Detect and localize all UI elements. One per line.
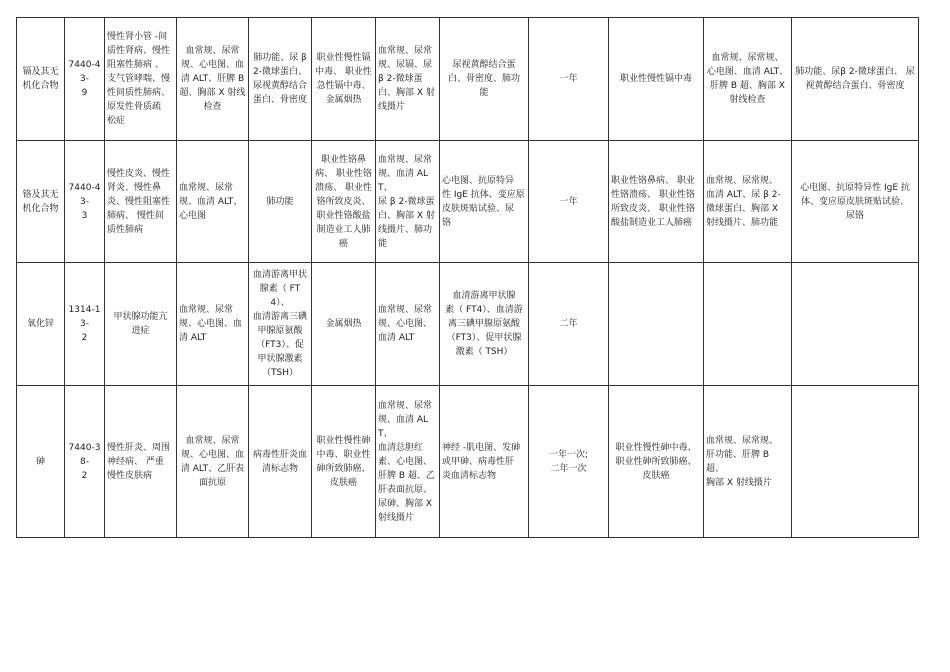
onjob-special-cell: 神经 -肌电图、发砷 或甲砷、病毒性肝 炎血清标志物 <box>440 386 529 538</box>
exit-items-cell: 血常规、尿常规、 血清 ALT、尿 β 2- 微球蛋白、胸部 X 射线摄片、肺功能 <box>704 141 792 263</box>
onjob-special-cell: 尿视黄醇结合蛋 白、骨密度、肺功 能 <box>440 18 529 141</box>
contraindications-cell: 职业性铬鼻 病、 职业性铬 溃疡、 职业性 铬所致皮炎、 职业性铬酸盐 制造业工人肺 癌 <box>312 141 376 263</box>
substance-cell: 氧化锌 <box>17 263 65 386</box>
diseases-cell: 甲状腺功能亢 进症 <box>105 263 177 386</box>
substance-cell: 砷 <box>17 386 65 538</box>
onjob-special-cell: 血清游离甲状腺 素（ FT4）、血清游 离三碘甲腺原氨酸 （FT3）、促甲状腺 激素（ TSH） <box>440 263 529 386</box>
preemployment-special-cell: 肺功能、尿 β 2-微球蛋白、 尿视黄醇结合 蛋白、骨密度 <box>249 18 312 141</box>
occupational-health-table <box>16 17 919 538</box>
occ-disease-cell: 职业性铬鼻病、 职业 性铬溃疡、 职业性铬 所致皮炎、 职业性铬 酸盐制造业工人肺癌 <box>609 141 704 263</box>
occ-disease-cell <box>609 263 704 386</box>
period-cell: 一年 <box>529 18 609 141</box>
exit-items-cell: 血常规、尿常规、 心电图、血清 ALT、 肝脾 B 超、胸部 X 射线检查 <box>704 18 792 141</box>
onjob-items-cell: 血常规、尿常 规、心电图、 血清 ALT <box>376 263 440 386</box>
cas-cell: 1314-13- 2 <box>65 263 105 386</box>
occ-disease-cell: 职业性慢性镉中毒 <box>609 18 704 141</box>
cas-cell: 7440-38- 2 <box>65 386 105 538</box>
exit-special-cell: 心电图、抗原特异性 IgE 抗 体、变应原皮肤斑贴试验、 尿铬 <box>792 141 919 263</box>
exit-items-cell: 血常规、尿常规、 肝功能、肝脾 B 超、 胸部 X 射线摄片 <box>704 386 792 538</box>
table-row <box>17 263 919 386</box>
onjob-items-cell: 血常规、尿常 规、血清 ALT、 血清总胆红 素、心电图、 肝脾 B 超、乙 肝表面抗原、 尿砷、胸部 X 射线摄片 <box>376 386 440 538</box>
preemployment-items-cell: 血常规、尿常 规、心电图、血 清 ALT、乙肝表 面抗原 <box>177 386 249 538</box>
period-cell: 一年一次; 二年一次 <box>529 386 609 538</box>
preemployment-items-cell: 血常规、尿常 规、心电图、血 清 ALT、肝脾 B 超、胸部 X 射线 检查 <box>177 18 249 141</box>
diseases-cell: 慢性肾小管 -间 质性肾病、慢性 阻塞性肺病 、 支气管哮喘、慢 性间质性肺病、 原发性骨质疏 松症 <box>105 18 177 141</box>
cas-cell: 7440-43- 9 <box>65 18 105 141</box>
exit-special-cell <box>792 263 919 386</box>
preemployment-items-cell: 血常规、尿常 规、血清 ALT、 心电图 <box>177 141 249 263</box>
contraindications-cell: 金属烟热 <box>312 263 376 386</box>
preemployment-special-cell: 肺功能 <box>249 141 312 263</box>
exit-special-cell: 肺功能、尿β 2-微球蛋白、 尿 视黄醇结合蛋白、骨密度 <box>792 18 919 141</box>
substance-cell: 铬及其无 机化合物 <box>17 141 65 263</box>
contraindications-cell: 职业性慢性砷 中毒、职业性 砷所致肺癌、 皮肤癌 <box>312 386 376 538</box>
occ-disease-cell: 职业性慢性砷中毒、 职业性砷所致肺癌、 皮肤癌 <box>609 386 704 538</box>
table-row <box>17 18 919 141</box>
exit-special-cell <box>792 386 919 538</box>
exit-items-cell <box>704 263 792 386</box>
onjob-special-cell: 心电图、抗原特异 性 IgE 抗体、变应原 皮肤斑贴试验、尿 铬 <box>440 141 529 263</box>
period-cell: 一年 <box>529 141 609 263</box>
diseases-cell: 慢性肝炎、周围 神经病、 严重 慢性皮肤病 <box>105 386 177 538</box>
onjob-items-cell: 血常规、尿常 规、血清 ALT、 尿 β 2-微球蛋 白、胸部 X 射 线摄片、肺功 能 <box>376 141 440 263</box>
period-cell: 二年 <box>529 263 609 386</box>
table-row <box>17 141 919 263</box>
diseases-cell: 慢性皮炎、慢性 肾炎、慢性鼻 炎、慢性阻塞性 肺病、 慢性间 质性肺病 <box>105 141 177 263</box>
substance-cell: 镉及其无 机化合物 <box>17 18 65 141</box>
preemployment-special-cell: 病毒性肝炎血 清标志物 <box>249 386 312 538</box>
contraindications-cell: 职业性慢性镉 中毒、 职业性 急性镉中毒、 金属烟热 <box>312 18 376 141</box>
preemployment-special-cell: 血清游离甲状 腺素（ FT4）、 血清游离三碘 甲腺原氨酸 （FT3）、促 甲状腺激素 （TSH） <box>249 263 312 386</box>
table-row <box>17 386 919 538</box>
onjob-items-cell: 血常规、尿常 规、尿镉、尿 β 2-微球蛋 白、胸部 X 射 线摄片 <box>376 18 440 141</box>
preemployment-items-cell: 血常规、尿常 规、心电图、血 清 ALT <box>177 263 249 386</box>
cas-cell: 7440-43- 3 <box>65 141 105 263</box>
